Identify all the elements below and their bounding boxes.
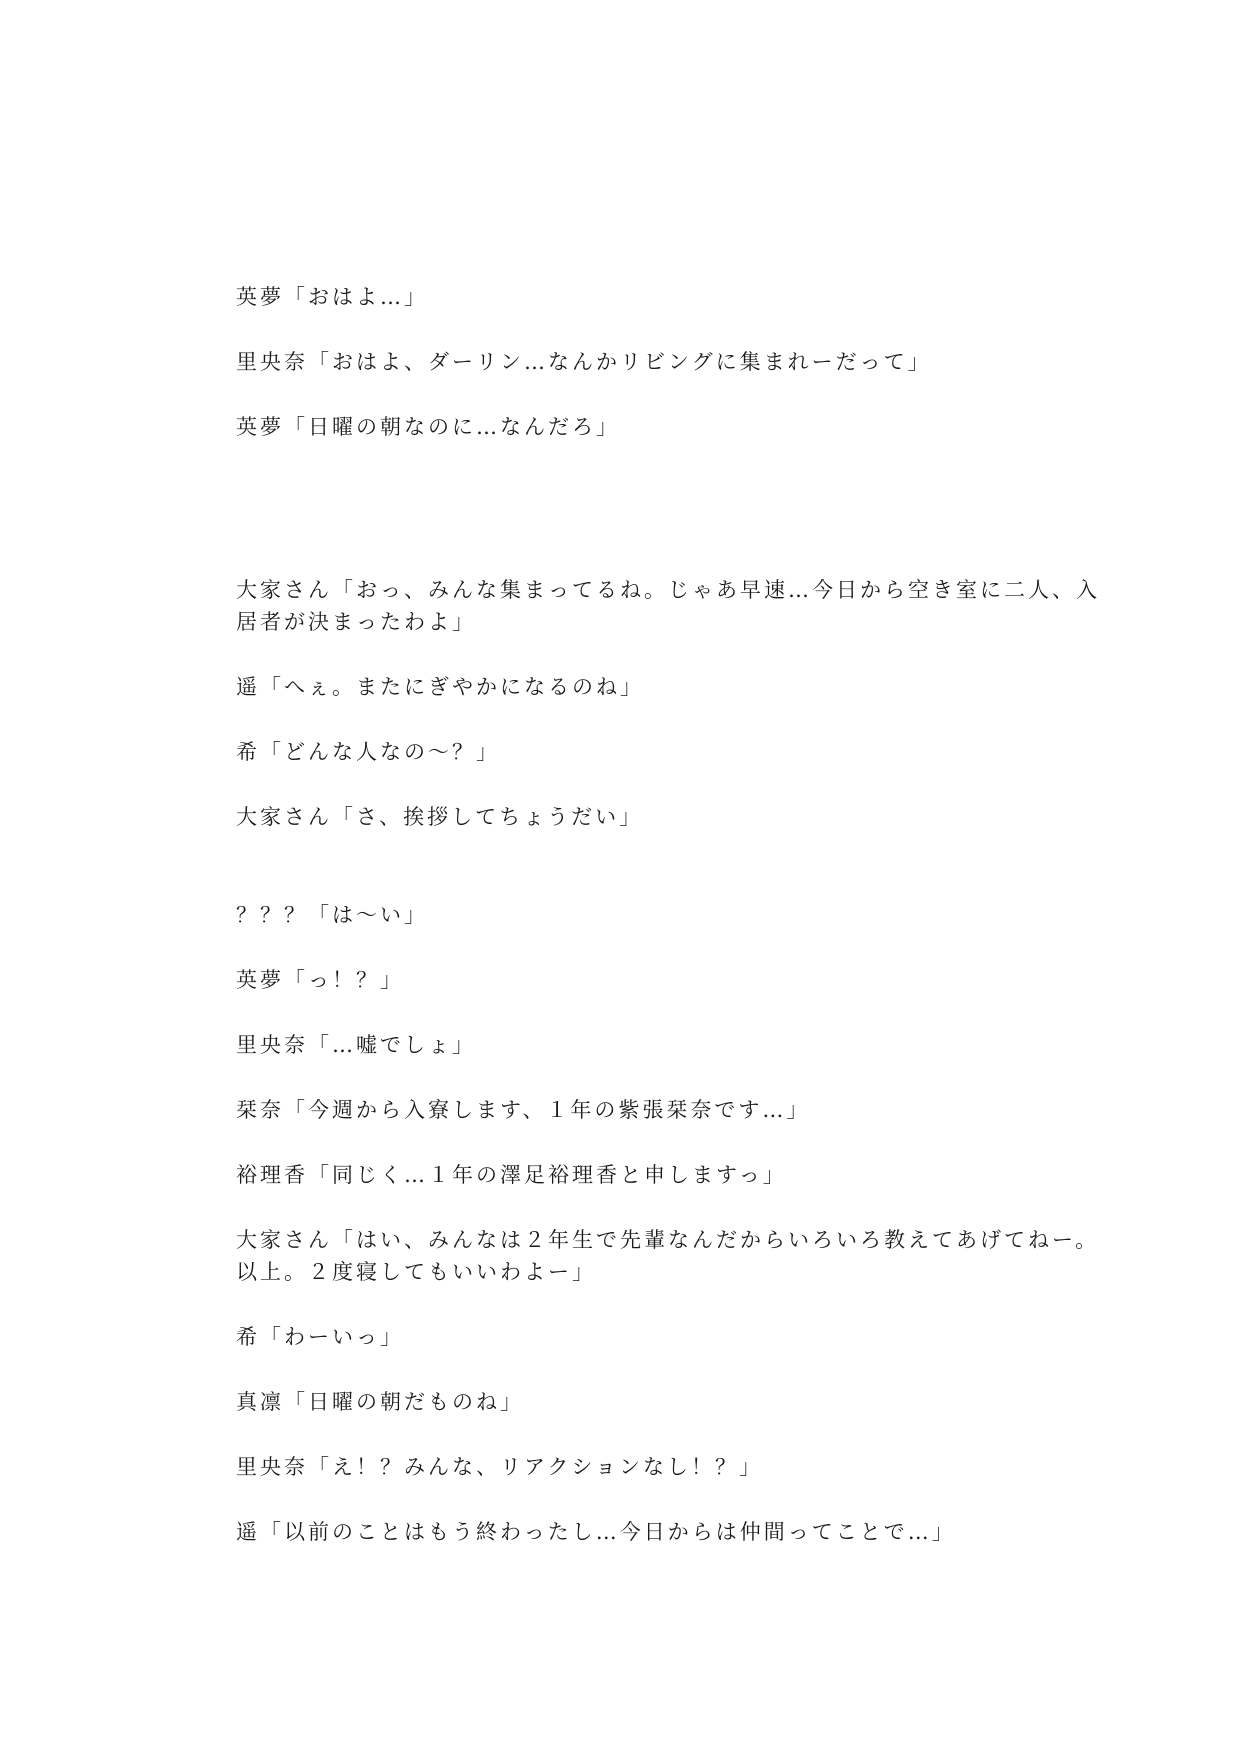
dialogue-line: 栞奈「今週から入寮します、１年の紫張栞奈です…」 [236, 1098, 811, 1122]
dialogue-line: 遥「へぇ。またにぎやかになるのね」 [236, 675, 644, 699]
dialogue-line: 里央奈「おはよ、ダーリン…なんかリビングに集まれーだって」 [236, 350, 932, 374]
dialogue-line: 希「どんな人なの～？」 [236, 740, 500, 764]
dialogue-line: 遥「以前のことはもう終わったし…今日からは仲間ってことで…」 [236, 1520, 956, 1544]
dialogue-line: 大家さん「さ、挨拶してちょうだい」 [236, 805, 644, 829]
dialogue-line: 大家さん「はい、みんなは２年生で先輩なんだからいろいろ教えてあげてねー。 [236, 1228, 1100, 1252]
dialogue-line: 真凛「日曜の朝だものね」 [236, 1390, 524, 1414]
dialogue-line: 英夢「おはよ…」 [236, 285, 428, 309]
dialogue-line: 居者が決まったわよ」 [236, 610, 476, 634]
dialogue-line: 里央奈「…嘘でしょ」 [236, 1033, 476, 1057]
dialogue-line: 以上。２度寝してもいいわよー」 [236, 1260, 596, 1284]
dialogue-line: 英夢「日曜の朝なのに…なんだろ」 [236, 415, 620, 439]
dialogue-line: 里央奈「え！？みんな、リアクションなし！？」 [236, 1455, 763, 1479]
dialogue-line: 希「わーいっ」 [236, 1325, 404, 1349]
dialogue-line: 裕理香「同じく…１年の澤足裕理香と申しますっ」 [236, 1163, 787, 1187]
dialogue-line: 大家さん「おっ、みんな集まってるね。じゃあ早速…今日から空き室に二人、入 [236, 578, 1100, 602]
dialogue-line: ？？？「は～い」 [236, 903, 428, 927]
dialogue-line: 英夢「っ！？」 [236, 968, 404, 992]
